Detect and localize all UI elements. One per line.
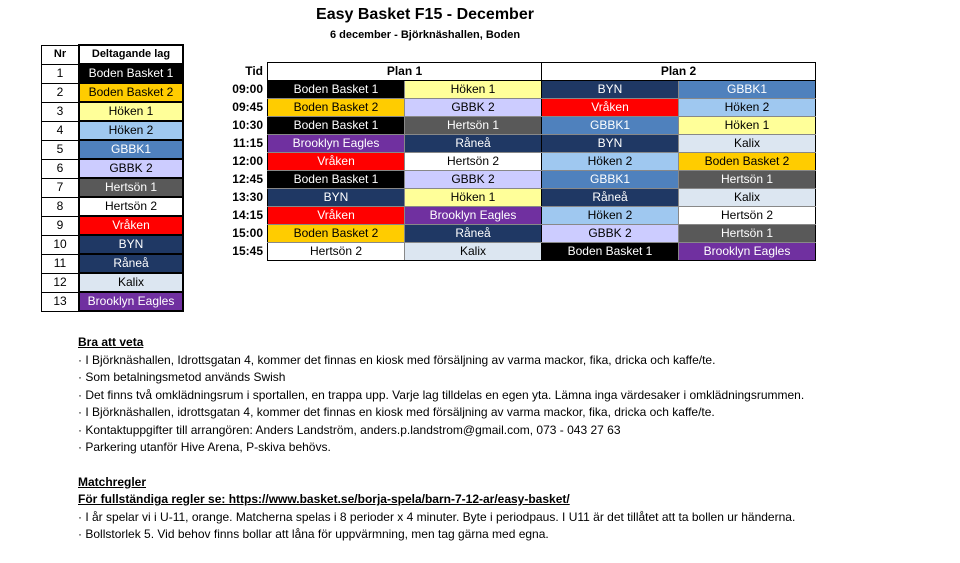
teams-table: [41, 44, 184, 312]
team-name: Vråken: [79, 216, 183, 235]
page-subtitle: 6 december - Björknäshallen, Boden: [329, 29, 521, 41]
team-number: 11: [42, 254, 80, 273]
team-name: Höken 1: [79, 102, 183, 121]
plan1-team-cell: Boden Basket 1: [268, 117, 405, 135]
info-line: · I Björknäshallen, idrottsgatan 4, kommer det finnas en kiosk med försäljning av varma mackor, fika, dricka och kaffe/te.: [78, 404, 804, 422]
team-name: GBBK 2: [79, 159, 183, 178]
team-row: [42, 273, 184, 292]
team-name: Brooklyn Eagles: [79, 292, 183, 311]
team-row: [42, 140, 184, 159]
schedule-header-time: Tid: [245, 64, 263, 78]
team-row: [42, 197, 184, 216]
team-name: Hertsön 1: [79, 178, 183, 197]
plan2-team-cell: Vråken: [542, 99, 679, 117]
plan1-team-cell: Råneå: [405, 225, 542, 243]
plan1-team-cell: Kalix: [405, 243, 542, 261]
plan1-team-cell: Boden Basket 1: [268, 81, 405, 99]
info-heading: Bra att veta: [78, 335, 144, 349]
plan2-team-cell: Höken 1: [679, 117, 816, 135]
plan1-team-cell: Brooklyn Eagles: [405, 207, 542, 225]
plan2-team-cell: Hertsön 2: [679, 207, 816, 225]
plan1-team-cell: Brooklyn Eagles: [268, 135, 405, 153]
plan1-team-cell: Höken 1: [405, 189, 542, 207]
plan2-team-cell: GBBK1: [679, 81, 816, 99]
plan2-team-cell: Höken 2: [679, 99, 816, 117]
match-time: 12:00: [232, 154, 263, 168]
plan2-team-cell: Brooklyn Eagles: [679, 243, 816, 261]
teams-header-nr: Nr: [42, 45, 80, 64]
plan2-team-cell: Råneå: [542, 189, 679, 207]
team-name: Höken 2: [79, 121, 183, 140]
plan2-team-cell: Höken 2: [542, 207, 679, 225]
team-number: 8: [42, 197, 80, 216]
team-number: 7: [42, 178, 80, 197]
plan2-team-cell: BYN: [542, 81, 679, 99]
team-number: 4: [42, 121, 80, 140]
page-title: Easy Basket F15 - December: [316, 6, 534, 23]
teams-body: [42, 64, 184, 311]
team-name: Råneå: [79, 254, 183, 273]
rules-heading: Matchregler: [78, 474, 147, 489]
plan2-team-cell: Boden Basket 1: [542, 243, 679, 261]
plan1-team-cell: Hertsön 2: [268, 243, 405, 261]
plan2-team-cell: GBBK 2: [542, 225, 679, 243]
team-row: [42, 159, 184, 178]
plan2-team-cell: Hertsön 1: [679, 171, 816, 189]
plan1-team-cell: Boden Basket 1: [268, 171, 405, 189]
team-name: Kalix: [79, 273, 183, 292]
schedule-row: [213, 207, 816, 225]
rules-line: · Bollstorlek 5. Vid behov finns bollar att låna för uppvärmning, men tag gärna med egna.: [78, 526, 804, 544]
schedule-row: [213, 189, 816, 207]
team-number: 5: [42, 140, 80, 159]
team-number: 1: [42, 64, 80, 83]
info-line: · I Björknäshallen, Idrottsgatan 4, kommer det finnas en kiosk med försäljning av varma mackor, fika, dricka och kaffe/te.: [78, 352, 804, 370]
match-time: 11:15: [232, 136, 263, 150]
plan2-team-cell: Kalix: [679, 135, 816, 153]
plan1-team-cell: Hertsön 2: [405, 153, 542, 171]
team-row: [42, 178, 184, 197]
team-number: 12: [42, 273, 80, 292]
plan2-team-cell: GBBK1: [542, 117, 679, 135]
schedule-row: [213, 99, 816, 117]
schedule-row: [213, 117, 816, 135]
schedule-header-plan1: Plan 1: [268, 63, 542, 81]
schedule-row: [213, 171, 816, 189]
teams-header-team: Deltagande lag: [79, 45, 183, 64]
team-name: Boden Basket 2: [79, 83, 183, 102]
plan2-team-cell: BYN: [542, 135, 679, 153]
match-time: 13:30: [232, 190, 263, 204]
schedule-table: [213, 62, 816, 261]
match-time: 14:15: [232, 208, 263, 222]
plan2-team-cell: Boden Basket 2: [679, 153, 816, 171]
team-name: GBBK1: [79, 140, 183, 159]
plan2-team-cell: Kalix: [679, 189, 816, 207]
plan2-team-cell: GBBK1: [542, 171, 679, 189]
team-number: 13: [42, 292, 80, 311]
team-name: Hertsön 2: [79, 197, 183, 216]
team-number: 9: [42, 216, 80, 235]
rules-line: · I år spelar vi i U-11, orange. Matcherna spelas i 8 perioder x 4 minuter. Byte i periodpaus. I U11 är det tillåtet att ta bollen ur händerna.: [78, 509, 804, 527]
team-name: BYN: [79, 235, 183, 254]
team-row: [42, 216, 184, 235]
match-time: 09:45: [232, 100, 263, 114]
match-time: 10:30: [232, 118, 263, 132]
team-row: [42, 83, 184, 102]
team-row: [42, 254, 184, 273]
team-number: 10: [42, 235, 80, 254]
plan2-team-cell: Höken 2: [542, 153, 679, 171]
team-row: [42, 292, 184, 311]
plan1-team-cell: Boden Basket 2: [268, 225, 405, 243]
plan1-team-cell: Boden Basket 2: [268, 99, 405, 117]
plan1-team-cell: Höken 1: [405, 81, 542, 99]
match-time: 15:45: [232, 244, 263, 258]
info-section: [78, 334, 804, 544]
plan1-team-cell: Råneå: [405, 135, 542, 153]
schedule-row: [213, 243, 816, 261]
schedule-row: [213, 135, 816, 153]
schedule-row: [213, 153, 816, 171]
plan1-team-cell: GBBK 2: [405, 171, 542, 189]
team-row: [42, 64, 184, 83]
match-time: 15:00: [232, 226, 263, 240]
team-number: 6: [42, 159, 80, 178]
schedule-row: [213, 81, 816, 99]
plan1-team-cell: GBBK 2: [405, 99, 542, 117]
plan2-team-cell: Hertsön 1: [679, 225, 816, 243]
schedule-row: [213, 225, 816, 243]
team-row: [42, 102, 184, 121]
match-time: 12:45: [232, 172, 263, 186]
info-line: · Kontaktuppgifter till arrangören: Anders Landström, anders.p.landstrom@gmail.com, 073 - 043 27 63: [78, 422, 804, 440]
plan1-team-cell: Vråken: [268, 207, 405, 225]
plan1-team-cell: BYN: [268, 189, 405, 207]
info-line: · Det finns två omklädningsrum i sportallen, en trappa upp. Varje lag tilldelas en egen yta. Lämna inga värdesaker i omklädningsrummen.: [78, 387, 804, 405]
team-name: Boden Basket 1: [79, 64, 183, 83]
rules-link[interactable]: För fullständiga regler se: https://www.basket.se/borja-spela/barn-7-12-ar/easy-basket/: [78, 492, 570, 506]
match-time: 09:00: [232, 82, 263, 96]
team-number: 2: [42, 83, 80, 102]
info-line: · Parkering utanför Hive Arena, P-skiva behövs.: [78, 439, 804, 457]
plan1-team-cell: Hertsön 1: [405, 117, 542, 135]
team-row: [42, 121, 184, 140]
plan1-team-cell: Vråken: [268, 153, 405, 171]
team-row: [42, 235, 184, 254]
team-number: 3: [42, 102, 80, 121]
schedule-header-plan2: Plan 2: [542, 63, 816, 81]
info-line: · Som betalningsmetod används Swish: [78, 369, 804, 387]
schedule-body: [213, 81, 816, 261]
